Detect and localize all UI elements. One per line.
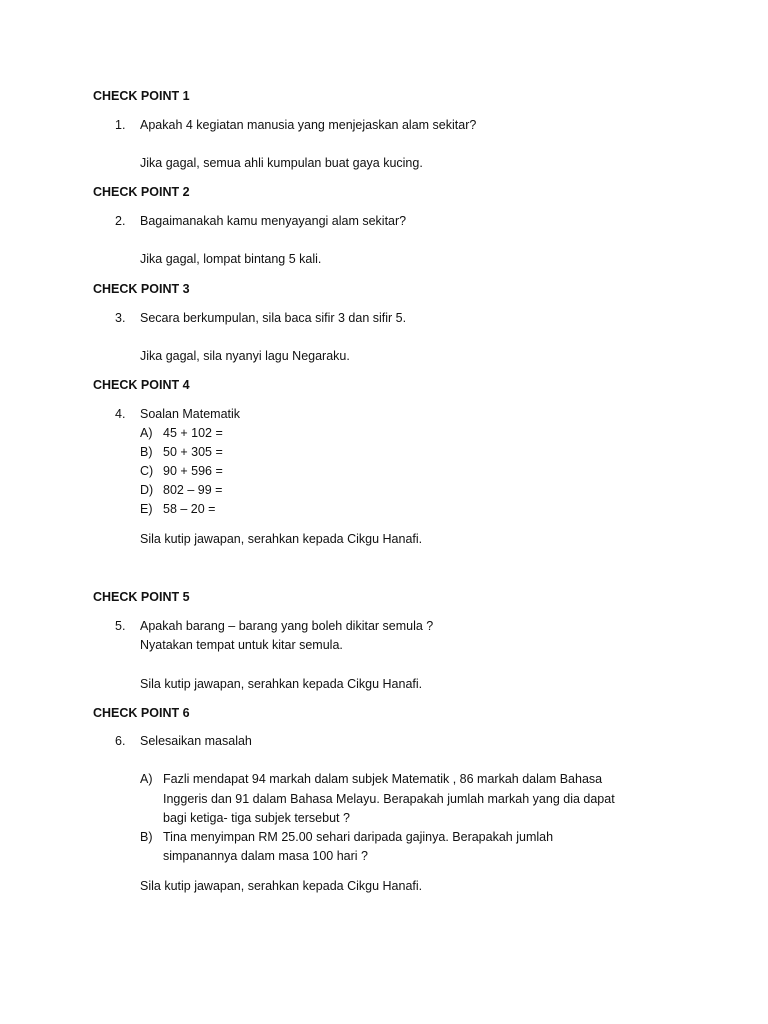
checkpoint-5-heading: CHECK POINT 5 <box>93 590 190 604</box>
question-text: Bagaimanakah kamu menyayangi alam sekitar? <box>140 214 407 228</box>
option-text: 58 – 20 = <box>163 502 216 516</box>
checkpoint-6-heading: CHECK POINT 6 <box>93 706 190 720</box>
question-number: 3. <box>115 311 126 325</box>
option-letter: D) <box>140 483 154 497</box>
option-letter: A) <box>140 426 153 440</box>
checkpoint-3-heading: CHECK POINT 3 <box>93 282 190 296</box>
option-text: 50 + 305 = <box>163 445 223 459</box>
question-number: 4. <box>115 407 126 421</box>
question-number: 5. <box>115 619 126 633</box>
option-letter: C) <box>140 464 154 478</box>
instruction-text: Jika gagal, sila nyanyi lagu Negaraku. <box>140 349 350 363</box>
instruction-text: Sila kutip jawapan, serahkan kepada Cikgu Hanafi. <box>140 532 423 546</box>
instruction-text: Jika gagal, semua ahli kumpulan buat gaya kucing. <box>140 156 423 170</box>
option-text: 45 + 102 = <box>163 426 223 440</box>
option-text-line: Inggeris dan 91 dalam Bahasa Melayu. Berapakah jumlah markah yang dia dapat <box>163 792 615 806</box>
question-number: 6. <box>115 734 126 748</box>
instruction-text: Jika gagal, lompat bintang 5 kali. <box>140 252 322 266</box>
option-text: 90 + 596 = <box>163 464 223 478</box>
option-text-line: bagi ketiga- tiga subjek tersebut ? <box>163 811 350 825</box>
checkpoint-4-heading: CHECK POINT 4 <box>93 378 190 392</box>
question-text: Soalan Matematik <box>140 407 241 421</box>
option-letter: E) <box>140 502 153 516</box>
checkpoint-1-heading: CHECK POINT 1 <box>93 89 190 103</box>
question-text: Selesaikan masalah <box>140 734 252 748</box>
option-text-line: simpanannya dalam masa 100 hari ? <box>163 849 368 863</box>
option-letter: B) <box>140 445 153 459</box>
question-text: Apakah barang – barang yang boleh dikitar semula ? <box>140 619 434 633</box>
option-letter: A) <box>140 772 153 786</box>
instruction-text: Sila kutip jawapan, serahkan kepada Cikgu Hanafi. <box>140 879 423 893</box>
option-letter: B) <box>140 830 153 844</box>
option-text: 802 – 99 = <box>163 483 223 497</box>
question-number: 1. <box>115 118 126 132</box>
question-text: Secara berkumpulan, sila baca sifir 3 dan sifir 5. <box>140 311 407 325</box>
checkpoint-2-heading: CHECK POINT 2 <box>93 185 190 199</box>
question-text-2: Nyatakan tempat untuk kitar semula. <box>140 638 343 652</box>
question-text: Apakah 4 kegiatan manusia yang menjejaskan alam sekitar? <box>140 118 477 132</box>
question-number: 2. <box>115 214 126 228</box>
option-text-line: Fazli mendapat 94 markah dalam subjek Matematik , 86 markah dalam Bahasa <box>163 772 603 786</box>
option-text-line: Tina menyimpan RM 25.00 sehari daripada gajinya. Berapakah jumlah <box>163 830 554 844</box>
instruction-text: Sila kutip jawapan, serahkan kepada Cikgu Hanafi. <box>140 677 423 691</box>
